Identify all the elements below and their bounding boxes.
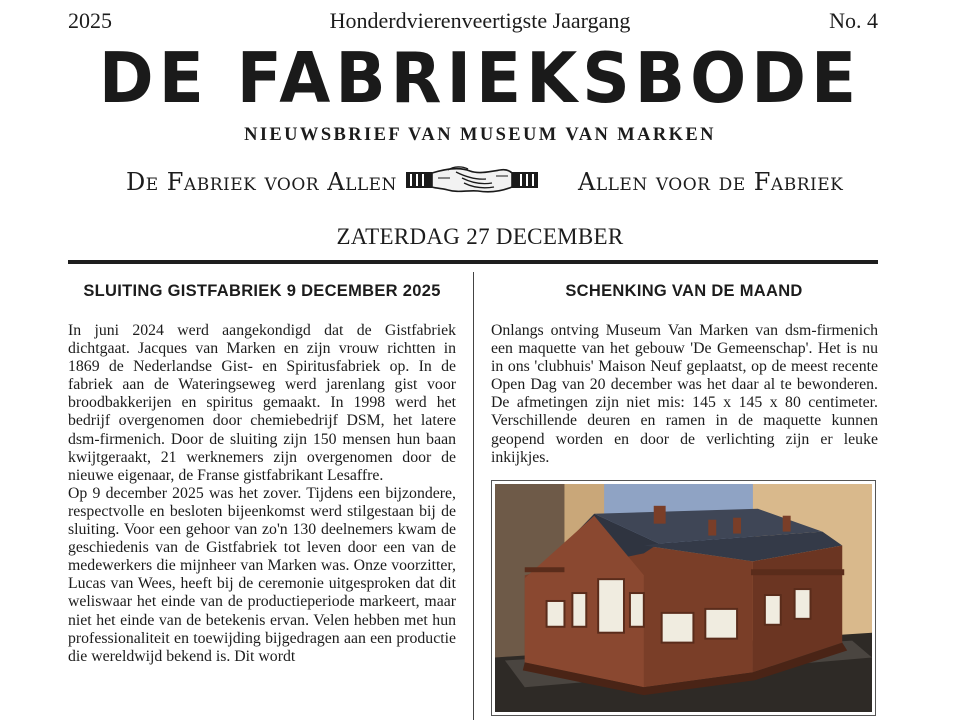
- article-headline-right: SCHENKING VAN DE MAAND: [565, 282, 803, 300]
- issue-date: ZATERDAG 27 DECEMBER: [336, 224, 624, 249]
- article-body-left: [68, 322, 456, 666]
- handshake-icon: [404, 158, 540, 202]
- motto-left: De Fabriek voor Allen: [126, 168, 397, 196]
- article-body-right: [491, 322, 878, 467]
- article-paragraph: Op 9 december 2025 was het zover. Tijdens een bijzondere, respectvolle en besloten bijeenkomst werd stilgestaan bij de sluiting. Voor een gehoor van zo'n 130 deelnemers kwam de geschiedenis van de Gistfabriek tot leven door een van de medewerkers die mijnheer van Marken was. Onze voorzitter, Lucas van Wees, heeft bij de ceremonie uitgesproken dat dit weliswaar het einde van de productieperiode markeert, maar niet het einde van de betekenis ervan. Velen hebben met hun professionaliteit en toewijding bijgedragen aan een productie die wereldwijd bekend is. Dit wordt: [68, 484, 456, 665]
- volume-line: Honderdvierenveertigste Jaargang: [329, 8, 631, 33]
- masthead-subtitle: NIEUWSBRIEF VAN MUSEUM VAN MARKEN: [244, 125, 716, 145]
- issue-number: No. 4: [829, 8, 878, 33]
- article-paragraph: Onlangs ontving Museum Van Marken van dsm-firmenich een maquette van het gebouw 'De Gemeenschap'. Het is nu in ons 'clubhuis' Maison Neuf geplaatst, op de meest recente Open Dag van 20 december was het daar al te bewonderen. De afmetingen zijn niet mis: 145 x 145 x 80 centimeter. Verschillende deuren en ramen in de maquette kunnen geopend worden en door de verlichting zijn er leuke inkijkjes.: [491, 322, 878, 466]
- header-divider: [68, 260, 878, 264]
- column-divider: [473, 272, 474, 720]
- motto-right: Allen voor de Fabriek: [578, 168, 844, 196]
- issue-year: 2025: [68, 8, 112, 33]
- building-model-photo-icon: [491, 480, 876, 716]
- masthead-title: DE FABRIEKSBODE: [98, 38, 862, 119]
- article-paragraph: In juni 2024 werd aangekondigd dat de Gistfabriek dichtgaat. Jacques van Marken en zijn vrouw richtten in 1869 de Nederlandse Gist- en Spiritusfabriek op. In de fabriek aan de Wateringseweg werd jarenlang gist voor broodbakkerijen en spiritus gemaakt. In 1998 werd het bedrijf overgenomen door chemiebedrijf DSM, het latere dsm-firmenich. Door de sluiting zijn 150 mensen hun baan kwijtgeraakt, 21 werknemers zijn overgenomen door de nieuwe eigenaar, de Franse gistfabrikant Lesaffre.: [68, 322, 456, 484]
- article-headline-left: SLUITING GISTFABRIEK 9 DECEMBER 2025: [83, 282, 441, 300]
